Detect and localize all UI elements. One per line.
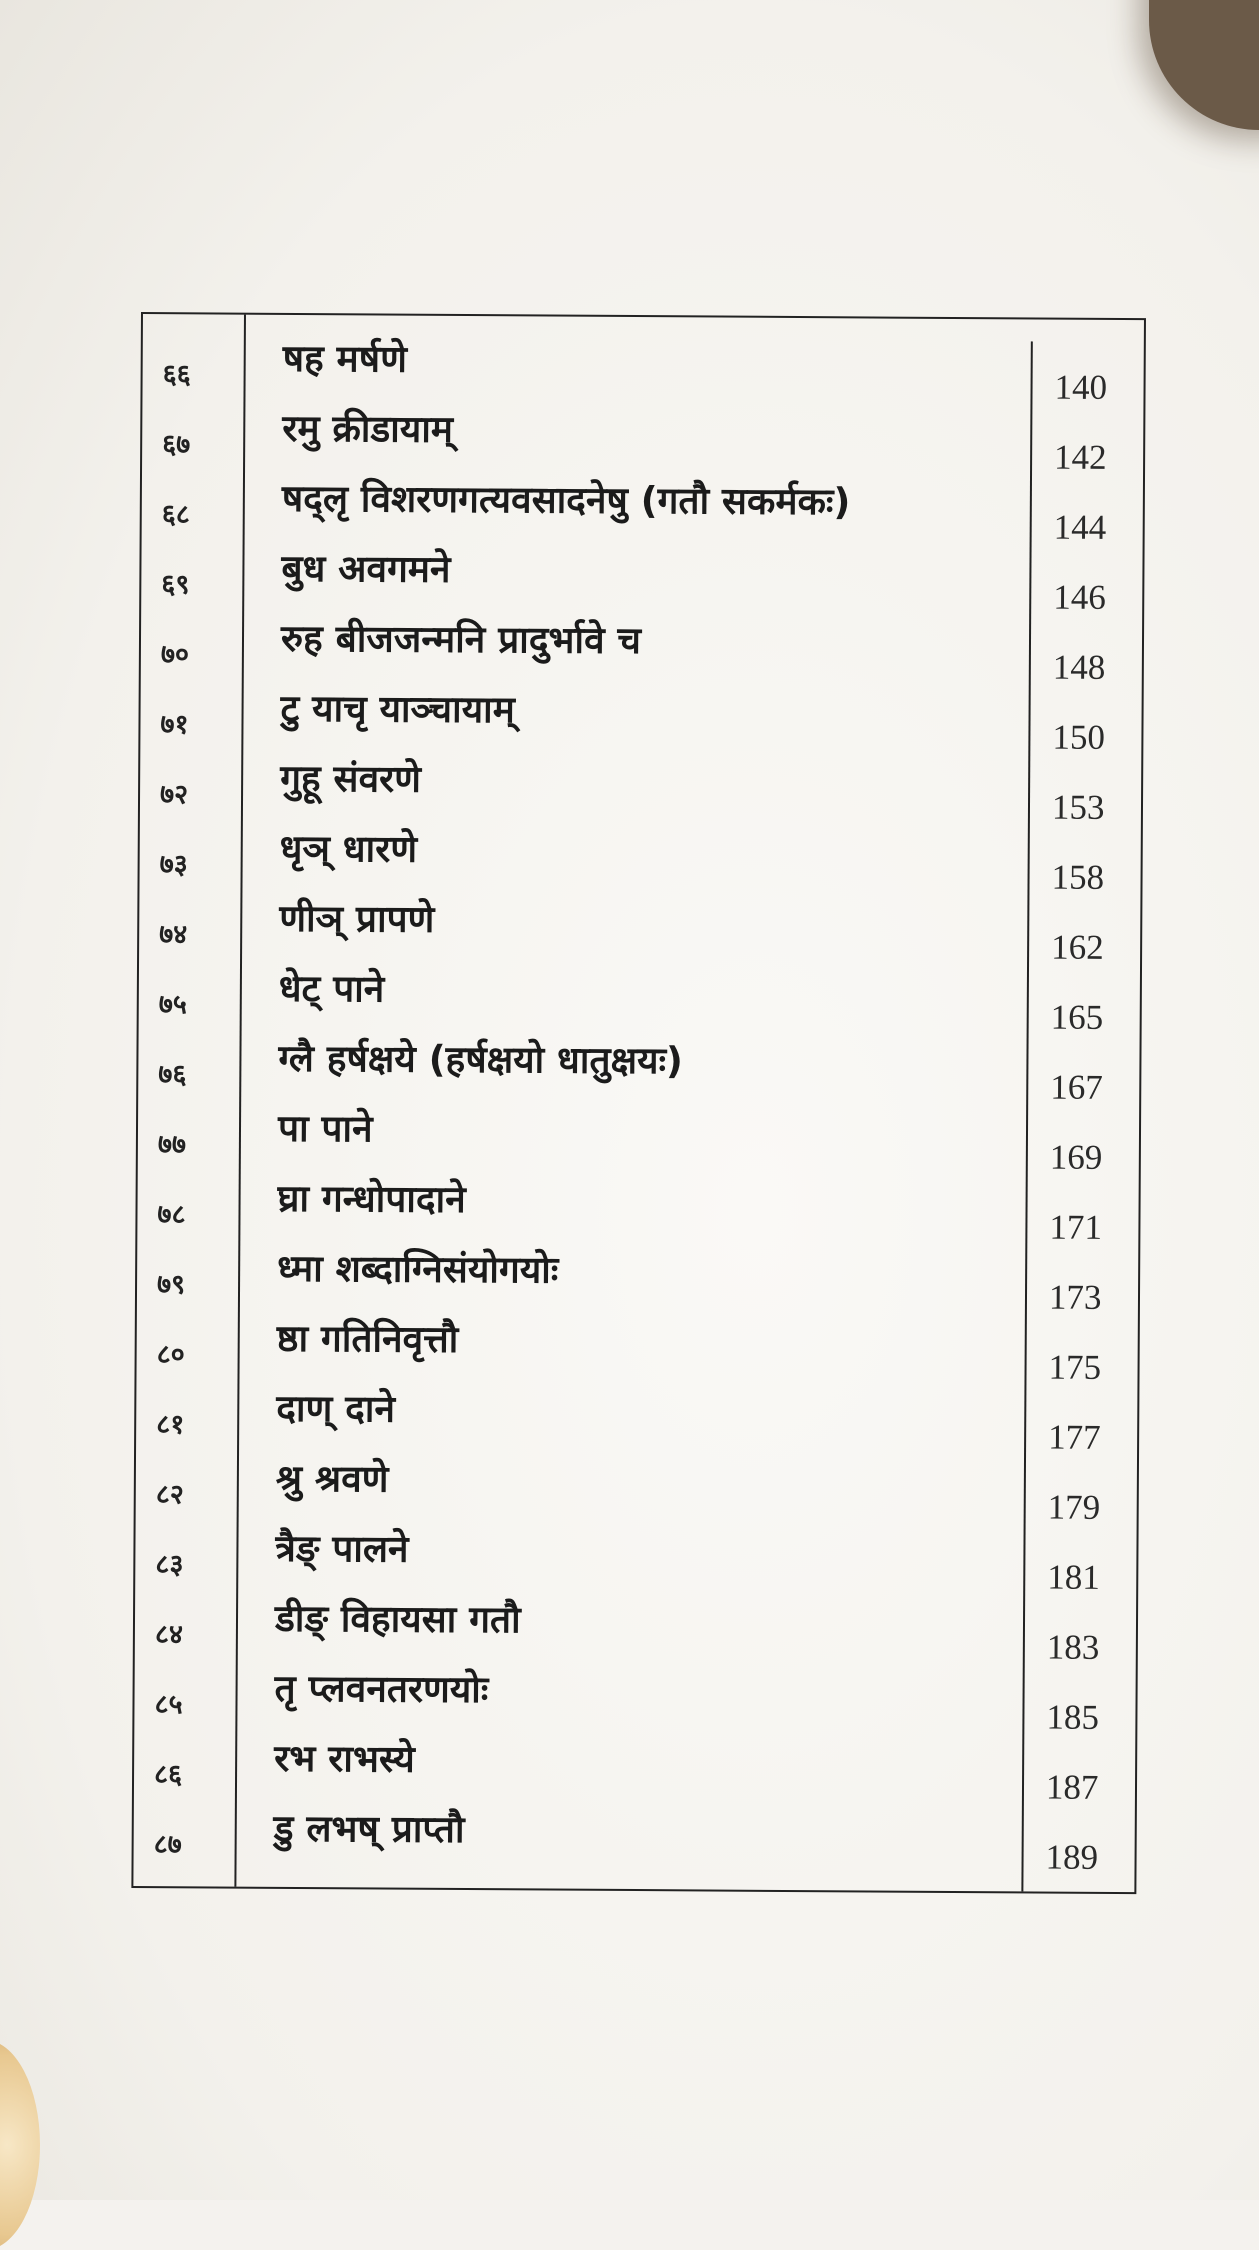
entry-number: ७१ — [160, 709, 189, 741]
contents-table — [131, 312, 1146, 1894]
toc-row — [135, 1584, 1136, 1667]
toc-row — [136, 1444, 1137, 1527]
entry-title: षद्लृ विशरणगत्यवसादनेषु (गतौ सकर्मकः) — [281, 476, 851, 524]
toc-row — [140, 674, 1141, 757]
entry-number: ७४ — [159, 919, 188, 951]
entry-page-number: 181 — [1047, 1557, 1100, 1597]
entry-title: पा पाने — [277, 1106, 373, 1151]
entry-title: धृञ् धारणे — [279, 826, 418, 871]
toc-row — [137, 1164, 1138, 1247]
toc-row — [142, 464, 1143, 547]
entry-title: णीञ् प्रापणे — [279, 896, 435, 941]
entry-page-number: 179 — [1047, 1487, 1101, 1527]
entry-page-number: 165 — [1050, 997, 1104, 1037]
entry-title: षह मर्षणे — [282, 336, 408, 381]
entry-page-number: 142 — [1054, 437, 1107, 477]
entry-title: रमु क्रीडायाम् — [282, 406, 454, 451]
toc-row — [142, 394, 1143, 477]
entry-number: ६६ — [162, 359, 191, 391]
toc-row — [139, 954, 1140, 1037]
entry-title: श्रु श्रवणे — [275, 1456, 389, 1501]
entry-page-number: 144 — [1053, 507, 1107, 547]
entry-page-number: 146 — [1053, 577, 1106, 617]
entry-number: ७९ — [156, 1269, 186, 1301]
entry-number: ८० — [156, 1339, 185, 1371]
toc-row — [140, 744, 1141, 827]
toc-row — [135, 1514, 1136, 1597]
entry-page-number: 187 — [1045, 1767, 1099, 1807]
entry-number: ७८ — [157, 1199, 186, 1231]
toc-row — [141, 604, 1142, 687]
entry-title: ष्ठा गतिनिवृत्तौ — [276, 1316, 459, 1361]
toc-row — [137, 1234, 1138, 1317]
entry-page-number: 183 — [1046, 1627, 1100, 1667]
entry-page-number: 173 — [1048, 1277, 1102, 1317]
entry-page-number: 175 — [1048, 1347, 1102, 1387]
entry-title: तृ प्लवनतरणयोः — [274, 1666, 489, 1712]
entry-title: टु याचृ याञ्चायाम् — [280, 686, 515, 732]
entry-number: ७० — [160, 639, 190, 671]
entry-title: रभ राभस्ये — [274, 1736, 415, 1781]
entry-page-number: 177 — [1048, 1417, 1101, 1457]
entry-title: रुह बीजजन्मनि प्रादुर्भावे च — [280, 616, 642, 663]
entry-title: घ्रा गन्धोपादाने — [277, 1176, 466, 1221]
entry-title: त्रैङ् पालने — [275, 1526, 409, 1571]
entry-title: दाण् दाने — [276, 1386, 396, 1431]
contents-rows — [133, 314, 1144, 1892]
entry-page-number: 162 — [1051, 927, 1104, 967]
toc-row — [134, 1794, 1135, 1877]
entry-number: ७२ — [159, 779, 189, 811]
toc-row — [138, 1094, 1139, 1177]
entry-page-number: 158 — [1051, 857, 1105, 897]
entry-number: ७३ — [159, 849, 188, 881]
entry-number: ७७ — [157, 1129, 187, 1161]
entry-page-number: 189 — [1045, 1837, 1099, 1877]
entry-page-number: 171 — [1049, 1207, 1103, 1247]
entry-page-number: 148 — [1052, 647, 1106, 687]
entry-number: ८४ — [154, 1619, 184, 1651]
entry-number: ७५ — [158, 989, 187, 1021]
entry-number: ८१ — [156, 1409, 185, 1441]
entry-number: ८३ — [155, 1549, 184, 1581]
entry-number: ७६ — [158, 1059, 187, 1091]
toc-row — [134, 1724, 1135, 1807]
entry-number: ८६ — [153, 1759, 183, 1791]
entry-page-number: 167 — [1050, 1067, 1103, 1107]
entry-number: ६९ — [161, 569, 190, 601]
entry-number: ६७ — [162, 429, 191, 461]
toc-row — [139, 884, 1140, 967]
entry-number: ८२ — [155, 1479, 184, 1511]
entry-number: ८५ — [154, 1689, 183, 1721]
entry-title: गुहू संवरणे — [280, 756, 422, 801]
entry-number: ८७ — [153, 1829, 182, 1861]
entry-number: ६८ — [161, 499, 190, 531]
entry-title: डु लभष् प्राप्तौ — [273, 1806, 465, 1852]
entry-page-number: 140 — [1054, 367, 1108, 407]
entry-title: ग्लै हर्षक्षये (हर्षक्षयो धातुक्षयः) — [278, 1036, 684, 1083]
toc-row — [141, 534, 1142, 617]
entry-page-number: 185 — [1046, 1697, 1100, 1737]
entry-title: बुध अवगमने — [281, 546, 451, 591]
entry-title: धेट् पाने — [278, 966, 385, 1011]
entry-page-number: 150 — [1052, 717, 1106, 757]
toc-row — [140, 814, 1141, 897]
toc-row — [134, 1654, 1135, 1737]
toc-row — [142, 324, 1143, 407]
entry-page-number: 169 — [1049, 1137, 1103, 1177]
toc-row — [136, 1374, 1137, 1457]
toc-row — [137, 1304, 1138, 1387]
entry-page-number: 153 — [1051, 787, 1105, 827]
entry-title: डीङ् विहायसा गतौ — [274, 1596, 521, 1642]
toc-row — [138, 1024, 1139, 1107]
entry-title: ध्मा शब्दाग्निसंयोगयोः — [277, 1246, 559, 1292]
